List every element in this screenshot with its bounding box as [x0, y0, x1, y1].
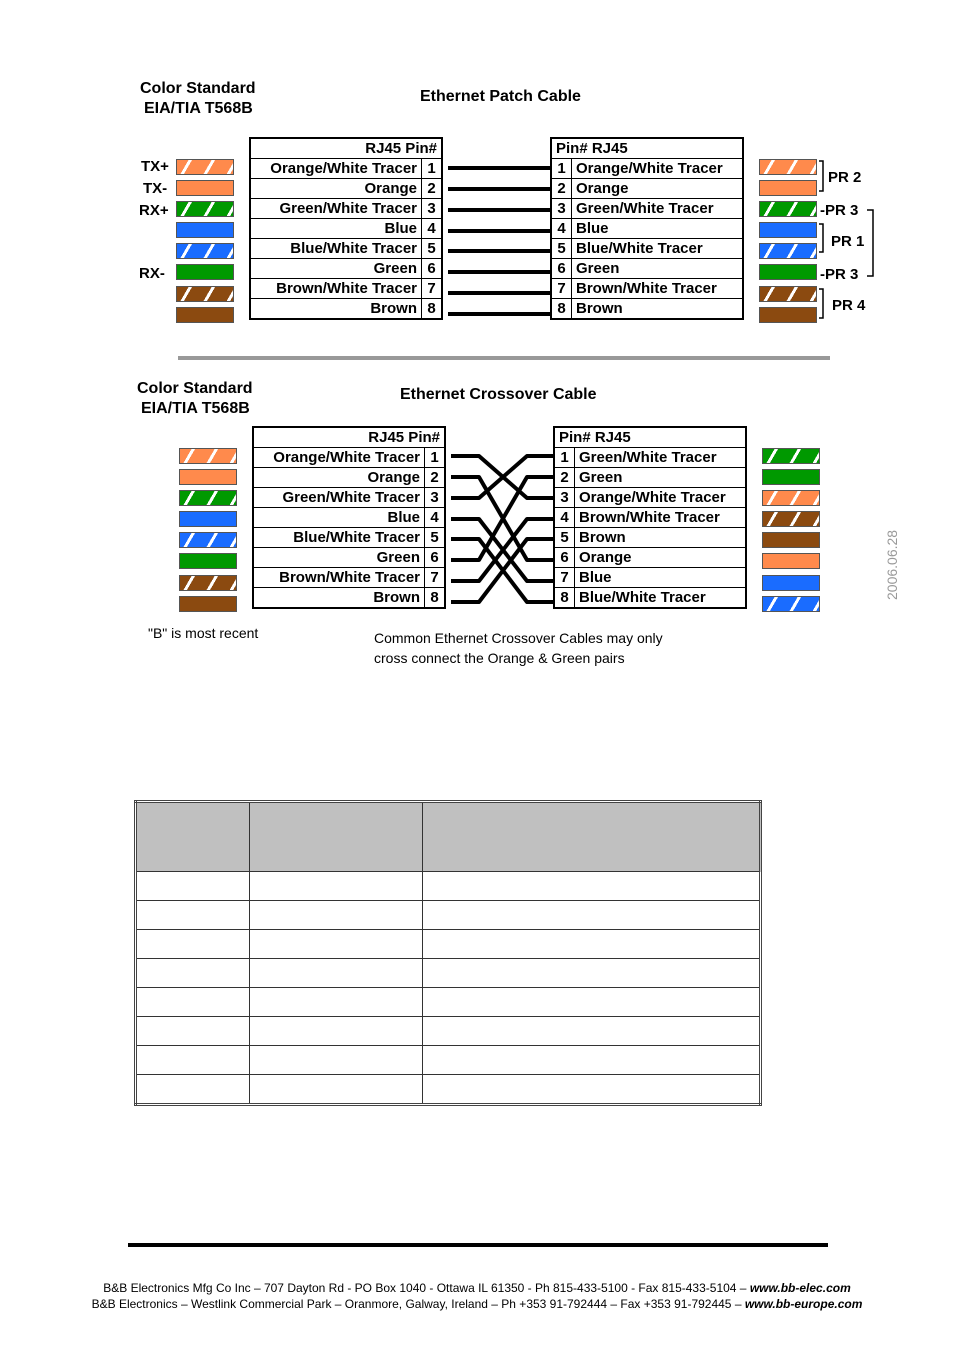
table-row: 8 Blue/White Tracer — [554, 588, 746, 609]
table-row: 5 Brown — [554, 528, 746, 548]
table-row: 6 Green — [551, 259, 743, 279]
pair-label-pr1: PR 1 — [831, 233, 865, 250]
swatch-orange — [762, 553, 820, 569]
swatch-orange-white — [176, 159, 234, 175]
table-row: 1 Orange/White Tracer — [551, 159, 743, 179]
pair-label-pr2: PR 2 — [828, 169, 862, 186]
table-row: Orange/White Tracer 1 — [250, 159, 442, 179]
swatch-orange — [176, 180, 234, 196]
swatch-brown — [176, 307, 234, 323]
swatch-green-white — [179, 490, 237, 506]
empty-table — [134, 800, 762, 1106]
table-row: 3 Green/White Tracer — [551, 199, 743, 219]
swatch-brown — [759, 307, 817, 323]
swatch-brown — [179, 596, 237, 612]
swatch-orange-white — [759, 159, 817, 175]
swatch-blue — [759, 222, 817, 238]
signal-tx-minus: TX- — [143, 180, 168, 197]
footer-link-eu[interactable]: www.bb-europe.com — [744, 1297, 863, 1311]
patch-left-pin-table — [249, 137, 443, 320]
swatch-green — [176, 264, 234, 280]
swatch-blue-white — [176, 243, 234, 259]
footer-address-eu: B&B Electronics – Westlink Commercial Park – Oranmore, Galway, Ireland – Ph +353 91-792444 – Fax +353 91-792445 – — [91, 1297, 745, 1311]
table-header: RJ45 Pin# — [253, 427, 445, 448]
table-row: Brown 8 — [250, 299, 442, 320]
swatch-orange — [179, 469, 237, 485]
swatch-blue — [176, 222, 234, 238]
table-row: Orange 2 — [253, 468, 445, 488]
table-row — [136, 1075, 761, 1105]
table-row: Green/White Tracer 3 — [253, 488, 445, 508]
swatch-brown-white — [759, 286, 817, 302]
crossover-note-line-2: cross connect the Orange & Green pairs — [374, 650, 625, 666]
cross-standard-label — [137, 379, 253, 419]
crossover-note-line-1: Common Ethernet Crossover Cables may only — [374, 630, 663, 646]
standard-line-2: EIA/TIA T568B — [144, 100, 253, 117]
swatch-green-white — [762, 448, 820, 464]
table-row: Green 6 — [253, 548, 445, 568]
swatch-brown-white — [179, 575, 237, 591]
bracket-pr4 — [819, 289, 823, 318]
footer-line-2 — [0, 1297, 954, 1311]
cross-left-pin-table — [252, 426, 446, 609]
footer-address-us: B&B Electronics Mfg Co Inc – 707 Dayton Rd - PO Box 1040 - Ottawa IL 61350 - Ph 815-433-5100 - Fax 815-433-5104 – — [103, 1281, 750, 1295]
table-row: 7 Brown/White Tracer — [551, 279, 743, 299]
table-row — [136, 1046, 761, 1075]
cross-right-pin-table — [553, 426, 747, 609]
crossover-cable-title: Ethernet Crossover Cable — [400, 386, 597, 403]
table-row: 5 Blue/White Tracer — [551, 239, 743, 259]
swatch-brown-white — [176, 286, 234, 302]
patch-right-pin-table — [550, 137, 744, 320]
table-row: 4 Blue — [551, 219, 743, 239]
patch-cable-title: Ethernet Patch Cable — [420, 88, 581, 105]
table-header: Pin# RJ45 — [554, 427, 746, 448]
table-row — [136, 1017, 761, 1046]
table-row — [136, 872, 761, 901]
table-row: Brown/White Tracer 7 — [253, 568, 445, 588]
swatch-green-white — [176, 201, 234, 217]
pair-label-pr4: PR 4 — [832, 297, 866, 314]
table-row: Orange/White Tracer 1 — [253, 448, 445, 468]
footer-line-1 — [0, 1281, 954, 1295]
swatch-brown-white — [762, 511, 820, 527]
bracket-pr1 — [819, 224, 823, 252]
swatch-green-white — [759, 201, 817, 217]
footer-rule — [128, 1243, 828, 1247]
table-row: Green/White Tracer 3 — [250, 199, 442, 219]
swatch-blue-white — [759, 243, 817, 259]
table-row: Brown/White Tracer 7 — [250, 279, 442, 299]
crossover-note — [374, 628, 663, 668]
standard-line-1: Color Standard — [137, 380, 253, 397]
swatch-orange — [759, 180, 817, 196]
signal-rx-plus: RX+ — [139, 202, 169, 219]
standard-line-2: EIA/TIA T568B — [141, 400, 250, 417]
signal-tx-plus: TX+ — [141, 158, 169, 175]
table-row: 1 Green/White Tracer — [554, 448, 746, 468]
footer-link-us[interactable]: www.bb-elec.com — [749, 1281, 851, 1295]
table-row: Blue/White Tracer 5 — [250, 239, 442, 259]
table-row: Blue 4 — [250, 219, 442, 239]
pair-label-pr3-top: -PR 3 — [820, 202, 859, 219]
swatch-blue — [762, 575, 820, 591]
table-row: 4 Brown/White Tracer — [554, 508, 746, 528]
table-row — [136, 930, 761, 959]
table-row — [136, 959, 761, 988]
swatch-green — [759, 264, 817, 280]
swatch-blue-white — [179, 532, 237, 548]
swatch-green — [179, 553, 237, 569]
swatch-brown — [762, 532, 820, 548]
table-row: Blue/White Tracer 5 — [253, 528, 445, 548]
table-row: 3 Orange/White Tracer — [554, 488, 746, 508]
bracket-pr3 — [867, 210, 873, 276]
table-header-row — [136, 802, 761, 872]
patch-standard-label — [140, 79, 256, 119]
signal-rx-minus: RX- — [139, 265, 165, 282]
patch-wires — [448, 150, 552, 330]
bracket-pr2 — [819, 161, 823, 191]
table-row: Orange 2 — [250, 179, 442, 199]
swatch-orange-white — [179, 448, 237, 464]
table-header: RJ45 Pin# — [250, 138, 442, 159]
table-row: 6 Orange — [554, 548, 746, 568]
pair-label-pr3-bottom: -PR 3 — [820, 266, 859, 283]
section-divider — [178, 356, 830, 360]
swatch-blue — [179, 511, 237, 527]
swatch-orange-white — [762, 490, 820, 506]
table-row — [136, 988, 761, 1017]
standard-line-1: Color Standard — [140, 80, 256, 97]
standard-note: "B" is most recent — [148, 625, 259, 641]
table-header: Pin# RJ45 — [551, 138, 743, 159]
table-row: 7 Blue — [554, 568, 746, 588]
swatch-green — [762, 469, 820, 485]
swatch-blue-white — [762, 596, 820, 612]
table-row: Blue 4 — [253, 508, 445, 528]
crossover-wires — [451, 438, 555, 618]
table-row: 2 Green — [554, 468, 746, 488]
table-row: 8 Brown — [551, 299, 743, 320]
table-row: Brown 8 — [253, 588, 445, 609]
date-stamp: 2006.06.28 — [884, 529, 900, 600]
table-row — [136, 901, 761, 930]
table-row: Green 6 — [250, 259, 442, 279]
table-row: 2 Orange — [551, 179, 743, 199]
